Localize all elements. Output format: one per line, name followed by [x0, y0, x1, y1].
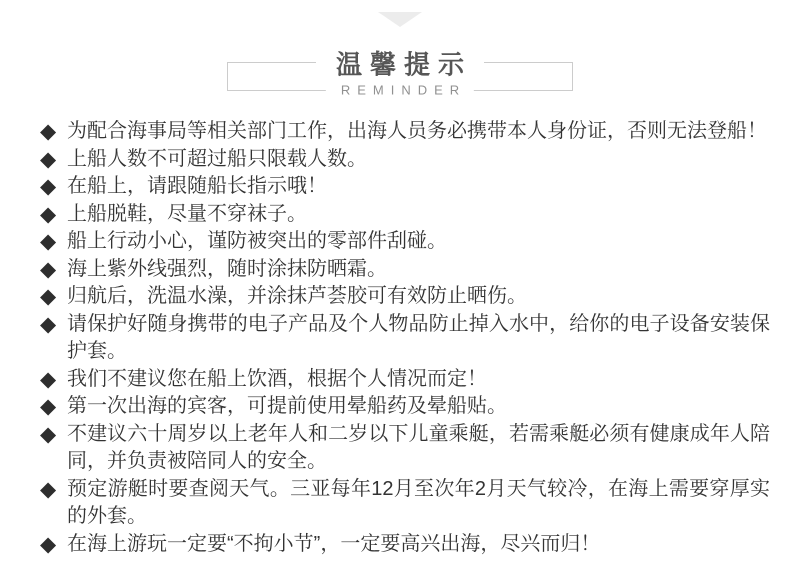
diamond-bullet-icon: ◆	[40, 422, 57, 446]
diamond-bullet-icon: ◆	[40, 367, 57, 391]
page-subtitle: REMINDER	[326, 83, 474, 98]
reminder-text: 归航后，洗温水澡，并涂抹芦荟胶可有效防止晒伤。	[67, 285, 527, 307]
diamond-bullet-icon: ◆	[40, 532, 57, 556]
reminder-text: 第一次出海的宾客，可提前使用晕船药及晕船贴。	[67, 395, 507, 417]
reminder-item	[40, 531, 770, 559]
reminder-text: 在船上，请跟随船长指示哦！	[67, 175, 327, 197]
reminder-item	[40, 118, 770, 146]
reminder-text: 上船人数不可超过船只限载人数。	[67, 147, 367, 170]
reminder-item	[40, 476, 770, 531]
page-title: 温馨提示	[316, 45, 484, 82]
reminder-text: 不建议六十周岁以上老年人和二岁以下儿童乘艇，若需乘艇必须有健康成年人陪同，并负责被陪同人的安全。	[67, 422, 770, 472]
reminder-text: 海上紫外线强烈，随时涂抹防晒霜。	[67, 257, 387, 280]
reminder-text: 为配合海事局等相关部门工作，出海人员务必携带本人身份证，否则无法登船！	[67, 120, 767, 142]
diamond-bullet-icon: ◆	[40, 285, 57, 308]
diamond-bullet-icon: ◆	[40, 312, 57, 336]
diamond-bullet-icon: ◆	[40, 202, 57, 226]
down-triangle-icon	[378, 12, 422, 27]
reminder-item	[40, 228, 770, 256]
section-header	[227, 49, 573, 98]
diamond-bullet-icon: ◆	[40, 175, 57, 198]
diamond-bullet-icon: ◆	[40, 477, 57, 501]
reminder-text: 请保护好随身携带的电子产品及个人物品防止掉入水中，给你的电子设备安装保护套。	[67, 312, 770, 362]
reminder-item	[40, 201, 770, 229]
reminder-item	[40, 311, 770, 366]
diamond-bullet-icon: ◆	[40, 257, 57, 281]
reminder-item	[40, 283, 770, 311]
reminder-item	[40, 421, 770, 476]
diamond-bullet-icon: ◆	[40, 395, 57, 418]
reminder-item	[40, 173, 770, 201]
reminder-item	[40, 146, 770, 174]
reminder-item	[40, 256, 770, 284]
reminder-text: 预定游艇时要查阅天气。三亚每年12月至次年2月天气较冷，在海上需要穿厚实的外套。	[67, 477, 770, 527]
diamond-bullet-icon: ◆	[40, 147, 57, 171]
reminder-text: 我们不建议您在船上饮酒，根据个人情况而定！	[67, 367, 487, 390]
diamond-bullet-icon: ◆	[40, 230, 57, 253]
reminder-list	[40, 118, 770, 558]
reminder-text: 在海上游玩一定要“不拘小节”，一定要高兴出海，尽兴而归！	[67, 532, 601, 555]
reminder-text: 上船脱鞋，尽量不穿袜子。	[67, 202, 307, 225]
reminder-text: 船上行动小心，谨防被突出的零部件刮碰。	[67, 230, 447, 252]
diamond-bullet-icon: ◆	[40, 120, 57, 143]
reminder-item	[40, 366, 770, 394]
reminder-item	[40, 393, 770, 421]
